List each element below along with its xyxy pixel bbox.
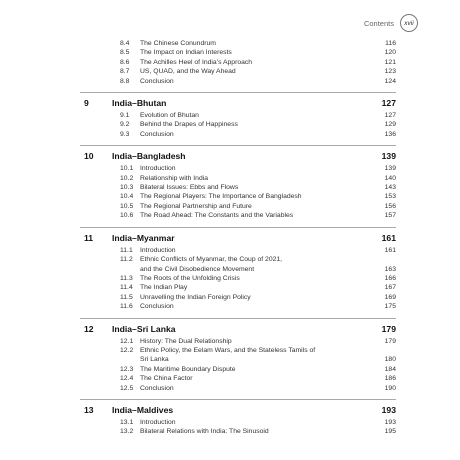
- chapter-heading[interactable]: [80, 227, 396, 243]
- section-number: 8.7: [120, 68, 130, 76]
- section-title-line: Sri Lanka: [140, 356, 169, 364]
- section-title-line: Ethnic Conflicts of Myanmar, the Coup of 2021,: [140, 256, 283, 264]
- section-page: 127: [384, 112, 396, 120]
- section-title: [140, 293, 372, 302]
- section-page: 186: [384, 375, 396, 383]
- section-title-line: Conclusion: [140, 384, 174, 392]
- section-entry[interactable]: [80, 337, 396, 346]
- section-title-line: and the Civil Disobedience Movement: [140, 265, 255, 273]
- section-entry[interactable]: [80, 365, 396, 374]
- section-entry[interactable]: [80, 192, 396, 201]
- section-title: [140, 164, 372, 173]
- section-title: [140, 48, 372, 57]
- section-title-line: Bilateral Relations with India: The Sinusoid: [140, 428, 269, 436]
- section-title: [140, 283, 372, 292]
- section-page: 167: [384, 284, 396, 292]
- section-page: 116: [385, 40, 396, 47]
- section-title-line: Relationship with India: [140, 174, 209, 182]
- section-page: 184: [384, 365, 396, 373]
- section-title-line: The Regional Players: The Importance of Bangladesh: [140, 193, 302, 201]
- section-entry[interactable]: [80, 174, 396, 183]
- section-entry[interactable]: [80, 374, 396, 383]
- section-title-line: The Road Ahead: The Constants and the Variables: [140, 212, 294, 220]
- section-title-line: Introduction: [140, 418, 176, 426]
- section-title: [140, 77, 372, 86]
- section-title-line: Conclusion: [140, 130, 174, 138]
- section-title-line: History: The Dual Relationship: [140, 337, 232, 345]
- chapter-page: 193: [381, 404, 396, 415]
- section-title: [140, 337, 372, 346]
- section-title: [140, 246, 372, 255]
- section-page: 139: [384, 165, 396, 173]
- chapter-title: India–Bhutan: [112, 98, 167, 109]
- section-page: 175: [384, 303, 396, 311]
- section-number: 9.1: [120, 112, 130, 120]
- section-entry[interactable]: [80, 427, 396, 436]
- chapter-title: India–Myanmar: [112, 232, 175, 243]
- section-entry[interactable]: [80, 302, 396, 311]
- section-entry[interactable]: [80, 246, 396, 255]
- section-number: 8.5: [120, 49, 130, 57]
- section-number: 8.8: [120, 77, 130, 85]
- section-title-line: The Indian Play: [140, 284, 188, 292]
- section-title: [140, 111, 372, 120]
- section-page: 124: [384, 77, 396, 85]
- section-title: [140, 67, 372, 76]
- section-number: 11.5: [120, 293, 133, 301]
- section-title: [140, 427, 372, 436]
- section-title-line: Evolution of Bhutan: [140, 112, 199, 120]
- section-entry[interactable]: [80, 120, 396, 129]
- section-title-line: Ethnic Policy, the Eelam Wars, and the Stateless Tamils of: [140, 346, 316, 354]
- section-title-line: Unravelling the Indian Foreign Policy: [140, 293, 251, 301]
- chapter-number: 13: [84, 404, 94, 415]
- section-number: 13.2: [120, 428, 134, 436]
- section-number: 11.1: [120, 246, 133, 254]
- section-title: [140, 130, 372, 139]
- section-entry[interactable]: [80, 39, 396, 48]
- section-title: [140, 346, 372, 365]
- section-page: 120: [384, 49, 396, 57]
- section-title-line: Conclusion: [140, 77, 174, 85]
- section-page: 157: [384, 212, 396, 220]
- section-number: 11.4: [120, 284, 133, 292]
- section-entry[interactable]: [80, 164, 396, 173]
- section-entry[interactable]: [80, 211, 396, 220]
- section-page: 153: [384, 193, 396, 201]
- section-title-line: Conclusion: [140, 303, 174, 311]
- toc-group: [80, 39, 396, 86]
- section-entry[interactable]: [80, 130, 396, 139]
- chapter-number: 9: [84, 98, 89, 109]
- section-number: 10.4: [120, 193, 134, 201]
- section-title: [140, 211, 372, 220]
- section-number: 12.5: [120, 384, 134, 392]
- chapter-title: India–Bangladesh: [112, 151, 186, 162]
- chapter-heading[interactable]: [80, 92, 396, 108]
- chapter-heading[interactable]: [80, 145, 396, 161]
- section-title-line: The Roots of the Unfolding Crisis: [140, 274, 240, 282]
- chapter-number: 10: [84, 151, 94, 162]
- section-page: 180: [384, 356, 396, 364]
- section-title-line: The Impact on Indian Interests: [140, 49, 232, 57]
- section-number: 11.2: [120, 256, 133, 264]
- chapter-number: 11: [84, 232, 94, 243]
- section-number: 8.4: [120, 40, 130, 47]
- section-title-line: The Maritime Boundary Dispute: [140, 365, 236, 373]
- section-title: [140, 302, 372, 311]
- section-title-line: The Achilles Heel of India’s Approach: [140, 58, 253, 66]
- section-page: 166: [384, 274, 396, 282]
- section-entry[interactable]: [80, 274, 396, 283]
- table-of-contents: [80, 39, 396, 437]
- toc-group: [80, 92, 396, 139]
- section-entry[interactable]: [80, 255, 396, 274]
- section-title: [140, 365, 372, 374]
- section-title-line: Introduction: [140, 246, 176, 254]
- page-number-badge: xvii: [400, 14, 418, 32]
- section-title-line: Bilateral Issues: Ebbs and Flows: [140, 184, 239, 192]
- toc-group: [80, 399, 396, 437]
- section-title-line: The Regional Partnership and Future: [140, 202, 252, 210]
- section-title: [140, 418, 372, 427]
- section-title: [140, 120, 372, 129]
- section-entry[interactable]: [80, 111, 396, 120]
- chapter-heading[interactable]: [80, 318, 396, 334]
- chapter-heading[interactable]: [80, 399, 396, 415]
- section-number: 9.3: [120, 130, 130, 138]
- section-title: [140, 174, 372, 183]
- section-entry[interactable]: [80, 67, 396, 76]
- section-entry[interactable]: [80, 384, 396, 393]
- section-number: 10.5: [120, 202, 134, 210]
- section-title: [140, 384, 372, 393]
- section-title: [140, 274, 372, 283]
- section-entry[interactable]: [80, 418, 396, 427]
- section-title: [140, 202, 372, 211]
- section-number: 12.4: [120, 375, 134, 383]
- section-entry[interactable]: [80, 183, 396, 192]
- chapter-number: 12: [84, 323, 94, 334]
- chapter-page: 127: [381, 98, 396, 109]
- section-number: 12.3: [120, 365, 134, 373]
- section-page: 121: [384, 58, 396, 66]
- section-number: 10.3: [120, 184, 134, 192]
- toc-group: [80, 145, 396, 220]
- toc-group: [80, 318, 396, 393]
- section-entry[interactable]: [80, 293, 396, 302]
- section-entry[interactable]: [80, 48, 396, 57]
- section-number: 12.2: [120, 346, 134, 354]
- section-number: 10.1: [120, 165, 134, 173]
- section-title: [140, 374, 372, 383]
- section-number: 10.2: [120, 174, 134, 182]
- toc-group: [80, 227, 396, 312]
- section-page: 161: [384, 246, 396, 254]
- section-page: 193: [384, 418, 396, 426]
- section-title-line: The Chinese Conundrum: [140, 40, 216, 47]
- section-title-line: The China Factor: [140, 375, 193, 383]
- chapter-title: India–Sri Lanka: [112, 323, 176, 334]
- section-page: 195: [384, 428, 396, 436]
- chapter-page: 179: [381, 323, 396, 334]
- section-page: 129: [384, 121, 396, 129]
- section-entry[interactable]: [80, 77, 396, 86]
- section-title: [140, 192, 372, 201]
- section-page: 169: [384, 293, 396, 301]
- section-number: 8.6: [120, 58, 130, 66]
- section-page: 163: [384, 265, 396, 273]
- section-number: 13.1: [120, 418, 134, 426]
- section-page: 179: [384, 337, 396, 345]
- section-page: 140: [384, 174, 396, 182]
- section-page: 156: [384, 202, 396, 210]
- section-entry[interactable]: [80, 346, 396, 365]
- section-number: 11.3: [120, 274, 133, 282]
- section-number: 12.1: [120, 337, 134, 345]
- section-title: [140, 255, 372, 274]
- section-entry[interactable]: [80, 283, 396, 292]
- chapter-title: India–Maldives: [112, 404, 174, 415]
- section-page: 143: [384, 184, 396, 192]
- section-page: 190: [384, 384, 396, 392]
- section-page: 136: [384, 130, 396, 138]
- section-title-line: US, QUAD, and the Way Ahead: [140, 68, 236, 76]
- section-title: [140, 39, 372, 48]
- section-title: [140, 58, 372, 67]
- running-head: [364, 14, 418, 32]
- chapter-page: 139: [381, 151, 396, 162]
- section-title-line: Introduction: [140, 165, 176, 173]
- section-number: 9.2: [120, 121, 130, 129]
- section-entry[interactable]: [80, 202, 396, 211]
- section-title-line: Behind the Drapes of Happiness: [140, 121, 238, 129]
- section-number: 10.6: [120, 212, 134, 220]
- section-page: 123: [384, 68, 396, 76]
- section-number: 11.6: [120, 303, 133, 311]
- running-head-label: Contents: [363, 18, 394, 28]
- section-title: [140, 183, 372, 192]
- section-entry[interactable]: [80, 58, 396, 67]
- chapter-page: 161: [381, 232, 396, 243]
